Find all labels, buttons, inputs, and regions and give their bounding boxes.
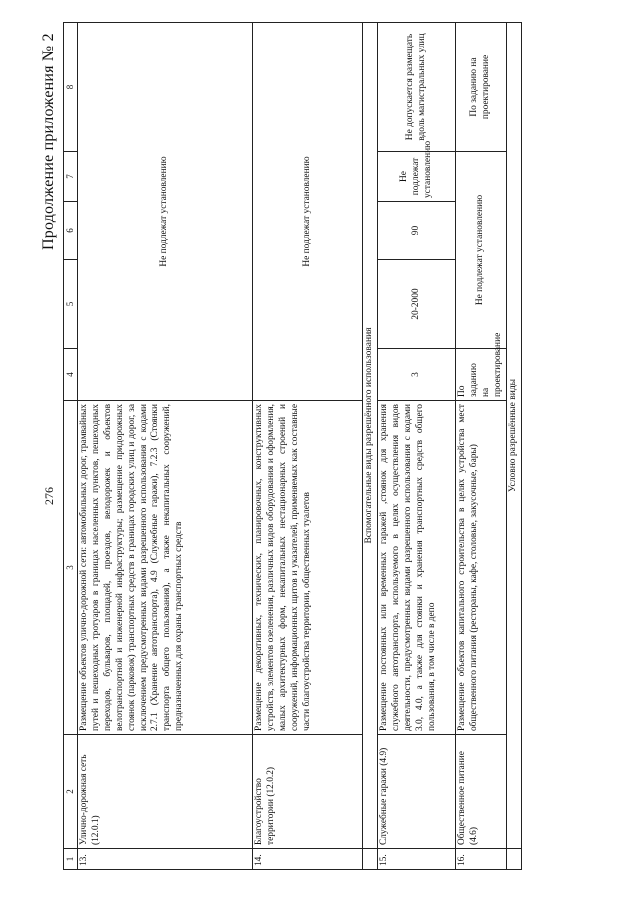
zoning-table [63,22,522,870]
restrictions-cell: Не допускается размещать вдоль магистральных улиц [378,23,456,152]
use-type-name: Общественное питание (4.6) [456,735,506,849]
page-number: 276 [42,487,56,505]
conditional-section-title: Условно разрешённые виды [506,23,521,849]
section-header-row [506,23,521,870]
coverage-cell: 90 [378,202,456,260]
use-type-description: Размещение декоративных, технических, планировочных, конструктивных устройств, элементов озеленения, различных видов оборудования и оформления, малых архитектурных форм, некапитальных нестационарных строений и сооружений, информационных щитов и указателей, применяемых как составные части благоустройства территории, общественных туалетов [253,401,363,735]
setback-cell: Не подлежат установлению [378,152,456,202]
column-number: 6 [64,202,78,260]
table-row [253,23,363,870]
table-row [78,23,253,870]
floors-cell: По заданию на проектирование [456,349,506,401]
use-type-description: Размещение объектов улично-дорожной сети: автомобильных дорог, трамвайных путей и пешеходных тротуаров в границах населенных пунктов, пешеходных переходов, бульваров, площадей, проездов, велодорожек и объектов велотранспортной и инженерной инфраструктуры; размещение придорожных стоянок (парковок) транспортных средств в границах городских улиц и дорог, за исключением предусмотренных видами разрешенного использования с кодами 2.7.1 (Хранение автотранспорта), 4.9 (Служебные гаражи), 7.2.3 (Стоянки транспорта общего пользования), а также некапитальных сооружений, предназначенных для охраны транспортных средств [78,401,253,735]
row-number: 14. [253,849,363,870]
section-spacer [506,849,521,870]
auxiliary-section-title: Вспомогательные виды разрешённого использования [363,23,378,849]
column-number: 3 [64,401,78,735]
column-number: 8 [64,23,78,152]
use-type-description: Размещение объектов капитального строительства в целях устройства мест общественного питания (рестораны, кафе, столовые, закусочные, бары) [456,401,506,735]
row-number: 15. [378,849,456,870]
parameters-cell: Не подлежат установлению [456,152,506,349]
table-row [456,23,506,870]
floors-cell: 3 [378,349,456,401]
column-number: 4 [64,349,78,401]
use-type-name: Улично-дорожная сеть (12.0.1) [78,735,253,849]
row-number: 16. [456,849,506,870]
column-number: 2 [64,735,78,849]
section-spacer [363,849,378,870]
column-number: 7 [64,152,78,202]
parameters-cell: Не подлежат установлению [253,23,363,401]
plot-area-cell: 20-2000 [378,260,456,349]
column-number: 1 [64,849,78,870]
use-type-name: Благоустройство территории (12.0.2) [253,735,363,849]
section-header-row [363,23,378,870]
row-number: 13. [78,849,253,870]
use-type-description: Размещение постоянных или временных гаражей ,стоянок для хранения служебного автотранспорта, используемого в целях осуществления видов деятельности, предусмотренных видами разрешенного использования с кодами 3.0, 4.0, а также для стоянки и хранения транспортных средств общего пользования, в том числе в депо [378,401,456,735]
parameters-cell: Не подлежат установлению [78,23,253,401]
use-type-name: Служебные гаражи (4.9) [378,735,456,849]
table-row [378,23,456,870]
column-number-row [64,23,78,870]
restrictions-cell: По заданию на проектирование [456,23,506,152]
column-number: 5 [64,260,78,349]
appendix-caption: Продолжение приложения № 2 [40,33,57,250]
